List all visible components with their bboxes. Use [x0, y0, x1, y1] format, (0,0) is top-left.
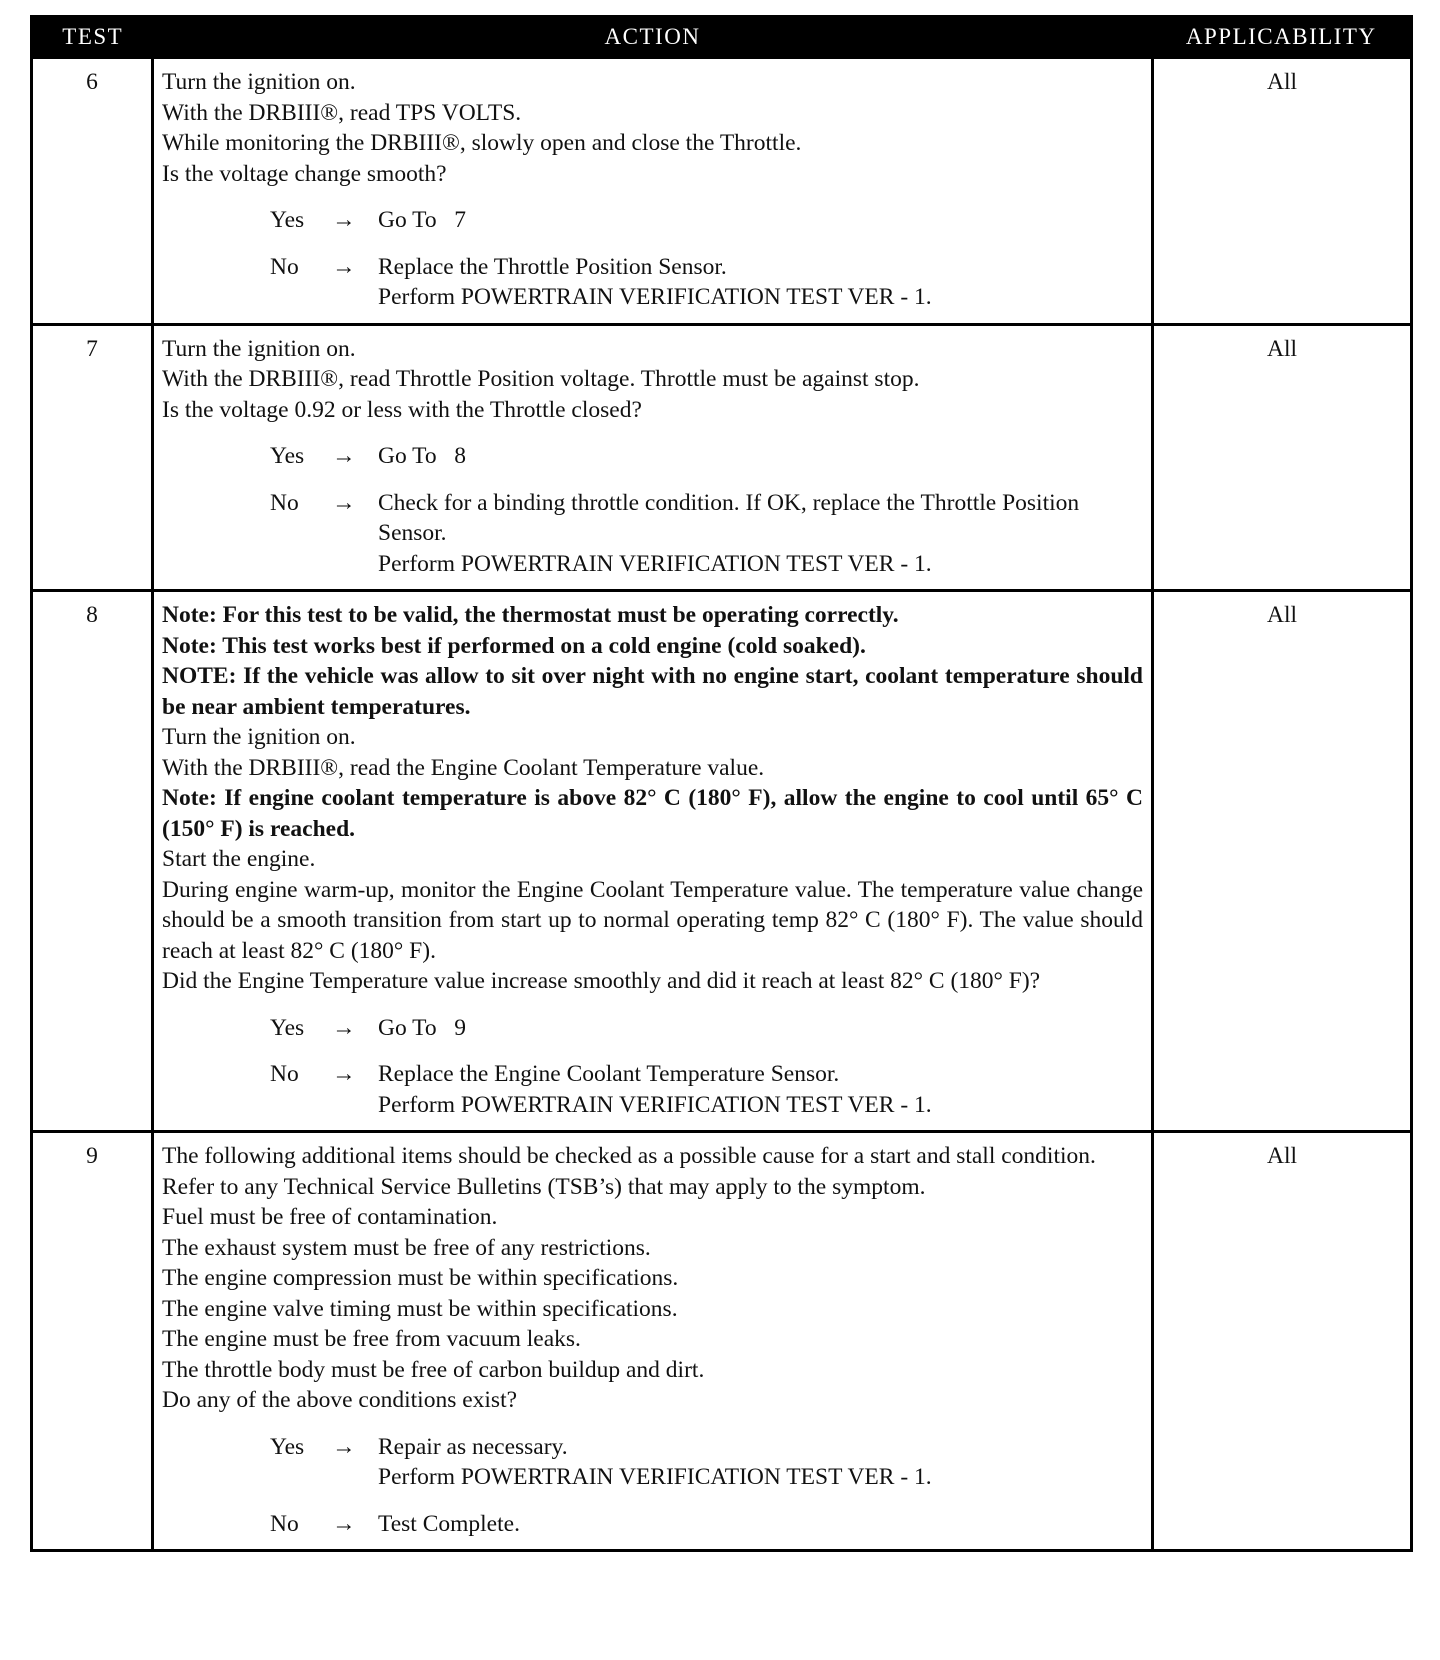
answer-outcome-line: Go To 8	[378, 443, 467, 469]
arrow-right-icon: →	[332, 489, 356, 516]
action-note: Note: If engine coolant temperature is above 82° C (180° F), allow the engine to cool until 65° C (150° F) is reached.	[162, 785, 1143, 842]
test-number: 8	[32, 591, 153, 1132]
header-test: TEST	[32, 17, 153, 58]
action-cell	[153, 591, 1153, 1132]
action-step: With the DRBIII®, read Throttle Position voltage. Throttle must be against stop.	[162, 366, 920, 392]
header-applicability: APPLICABILITY	[1153, 17, 1412, 58]
action-step: Turn the ignition on.	[162, 724, 356, 750]
answer-no	[162, 1509, 1143, 1540]
answer-outcome	[378, 1059, 1143, 1120]
answer-label: No	[270, 1510, 299, 1537]
test-number: 6	[32, 58, 153, 325]
action-step: The engine compression must be within specifications.	[162, 1265, 679, 1291]
arrow-right-icon: →	[332, 207, 356, 233]
answer-yes	[162, 1013, 1143, 1044]
action-step: During engine warm-up, monitor the Engine Coolant Temperature value. The temperature value change should be a smooth transition from start up to normal operating temp 82° C (180° F). The value should reach at least 82° C (180° F).	[162, 876, 1143, 964]
table-row	[32, 58, 1412, 325]
answer-outcome	[378, 1013, 1143, 1044]
answer-outcome-line: Test Complete.	[378, 1510, 520, 1537]
answer-yes	[162, 205, 1143, 236]
action-cell	[153, 324, 1153, 591]
action-step: Is the voltage change smooth?	[162, 160, 447, 187]
action-step: The following additional items should be checked as a possible cause for a start and stall condition.	[162, 1143, 1096, 1169]
answer-label: Yes	[270, 207, 305, 233]
action-step: The exhaust system must be free of any restrictions.	[162, 1234, 651, 1261]
action-step: The engine must be free from vacuum leaks.	[162, 1326, 581, 1352]
action-step: Did the Engine Temperature value increase smoothly and did it reach at least 82° C (180° F)?	[162, 968, 1041, 994]
action-step: Start the engine.	[162, 846, 316, 872]
action-step: While monitoring the DRBIII®, slowly open and close the Throttle.	[162, 130, 802, 156]
answer-outcome-line: Perform POWERTRAIN VERIFICATION TEST VER - 1.	[378, 1091, 932, 1118]
answer-outcome	[378, 488, 1143, 580]
answer-label: No	[270, 1061, 299, 1087]
answer-outcome-line: Perform POWERTRAIN VERIFICATION TEST VER - 1.	[378, 1464, 932, 1490]
action-note: Note: For this test to be valid, the thermostat must be operating correctly.	[162, 602, 899, 628]
answer-label: No	[270, 489, 299, 516]
applicability-value: All	[1153, 1132, 1412, 1551]
action-step: Is the voltage 0.92 or less with the Throttle closed?	[162, 396, 642, 423]
answer-yes	[162, 441, 1143, 472]
arrow-right-icon: →	[332, 1061, 356, 1087]
answer-outcome-line: Perform POWERTRAIN VERIFICATION TEST VER - 1.	[378, 284, 932, 310]
answer-label: Yes	[270, 443, 305, 469]
answer-no	[162, 1059, 1143, 1120]
action-step: Refer to any Technical Service Bulletins (TSB’s) that may apply to the symptom.	[162, 1173, 926, 1200]
answer-label: Yes	[270, 1014, 305, 1041]
action-note: NOTE: If the vehicle was allow to sit over night with no engine start, coolant temperature should be near ambient temperatures.	[162, 663, 1143, 720]
action-step: Turn the ignition on.	[162, 335, 356, 362]
arrow-right-icon: →	[332, 443, 356, 469]
answer-outcome	[378, 205, 1143, 236]
answer-outcome-line: Go To 9	[378, 1014, 467, 1041]
action-cell	[153, 1132, 1153, 1551]
arrow-right-icon: →	[332, 1014, 356, 1041]
answer-outcome-line: Replace the Engine Coolant Temperature Sensor.	[378, 1061, 840, 1087]
arrow-right-icon: →	[332, 1433, 356, 1460]
arrow-right-icon: →	[332, 1510, 356, 1537]
applicability-value: All	[1153, 58, 1412, 325]
answer-yes	[162, 1432, 1143, 1493]
action-step: The engine valve timing must be within specifications.	[162, 1295, 678, 1322]
answer-no	[162, 252, 1143, 313]
table-body	[32, 58, 1412, 1551]
action-step: The throttle body must be free of carbon buildup and dirt.	[162, 1356, 705, 1383]
applicability-value: All	[1153, 591, 1412, 1132]
table-row	[32, 591, 1412, 1132]
diagnostic-test-table	[30, 15, 1413, 1552]
answer-label: No	[270, 253, 299, 280]
answer-outcome-line: Check for a binding throttle condition. If OK, replace the Throttle Position Sensor.	[378, 489, 1086, 546]
answer-outcome	[378, 1509, 1143, 1540]
answer-outcome	[378, 1432, 1143, 1493]
action-step: With the DRBIII®, read the Engine Coolant Temperature value.	[162, 754, 765, 781]
action-note: Note: This test works best if performed on a cold engine (cold soaked).	[162, 632, 866, 659]
table-header-row	[32, 17, 1412, 58]
test-number: 7	[32, 324, 153, 591]
table-row	[32, 324, 1412, 591]
test-number: 9	[32, 1132, 153, 1551]
arrow-right-icon: →	[332, 253, 356, 280]
action-step: Fuel must be free of contamination.	[162, 1204, 498, 1230]
header-action: ACTION	[153, 17, 1153, 58]
answer-outcome	[378, 441, 1143, 472]
answer-outcome-line: Perform POWERTRAIN VERIFICATION TEST VER - 1.	[378, 550, 932, 577]
action-step: Turn the ignition on.	[162, 69, 356, 95]
action-step: Do any of the above conditions exist?	[162, 1387, 518, 1413]
answer-outcome	[378, 252, 1143, 313]
answer-label: Yes	[270, 1433, 305, 1460]
table-row	[32, 1132, 1412, 1551]
applicability-value: All	[1153, 324, 1412, 591]
answer-outcome-line: Go To 7	[378, 207, 467, 233]
action-cell	[153, 58, 1153, 325]
answer-outcome-line: Replace the Throttle Position Sensor.	[378, 253, 727, 280]
answer-outcome-line: Repair as necessary.	[378, 1433, 568, 1460]
action-step: With the DRBIII®, read TPS VOLTS.	[162, 99, 522, 126]
answer-no	[162, 488, 1143, 580]
